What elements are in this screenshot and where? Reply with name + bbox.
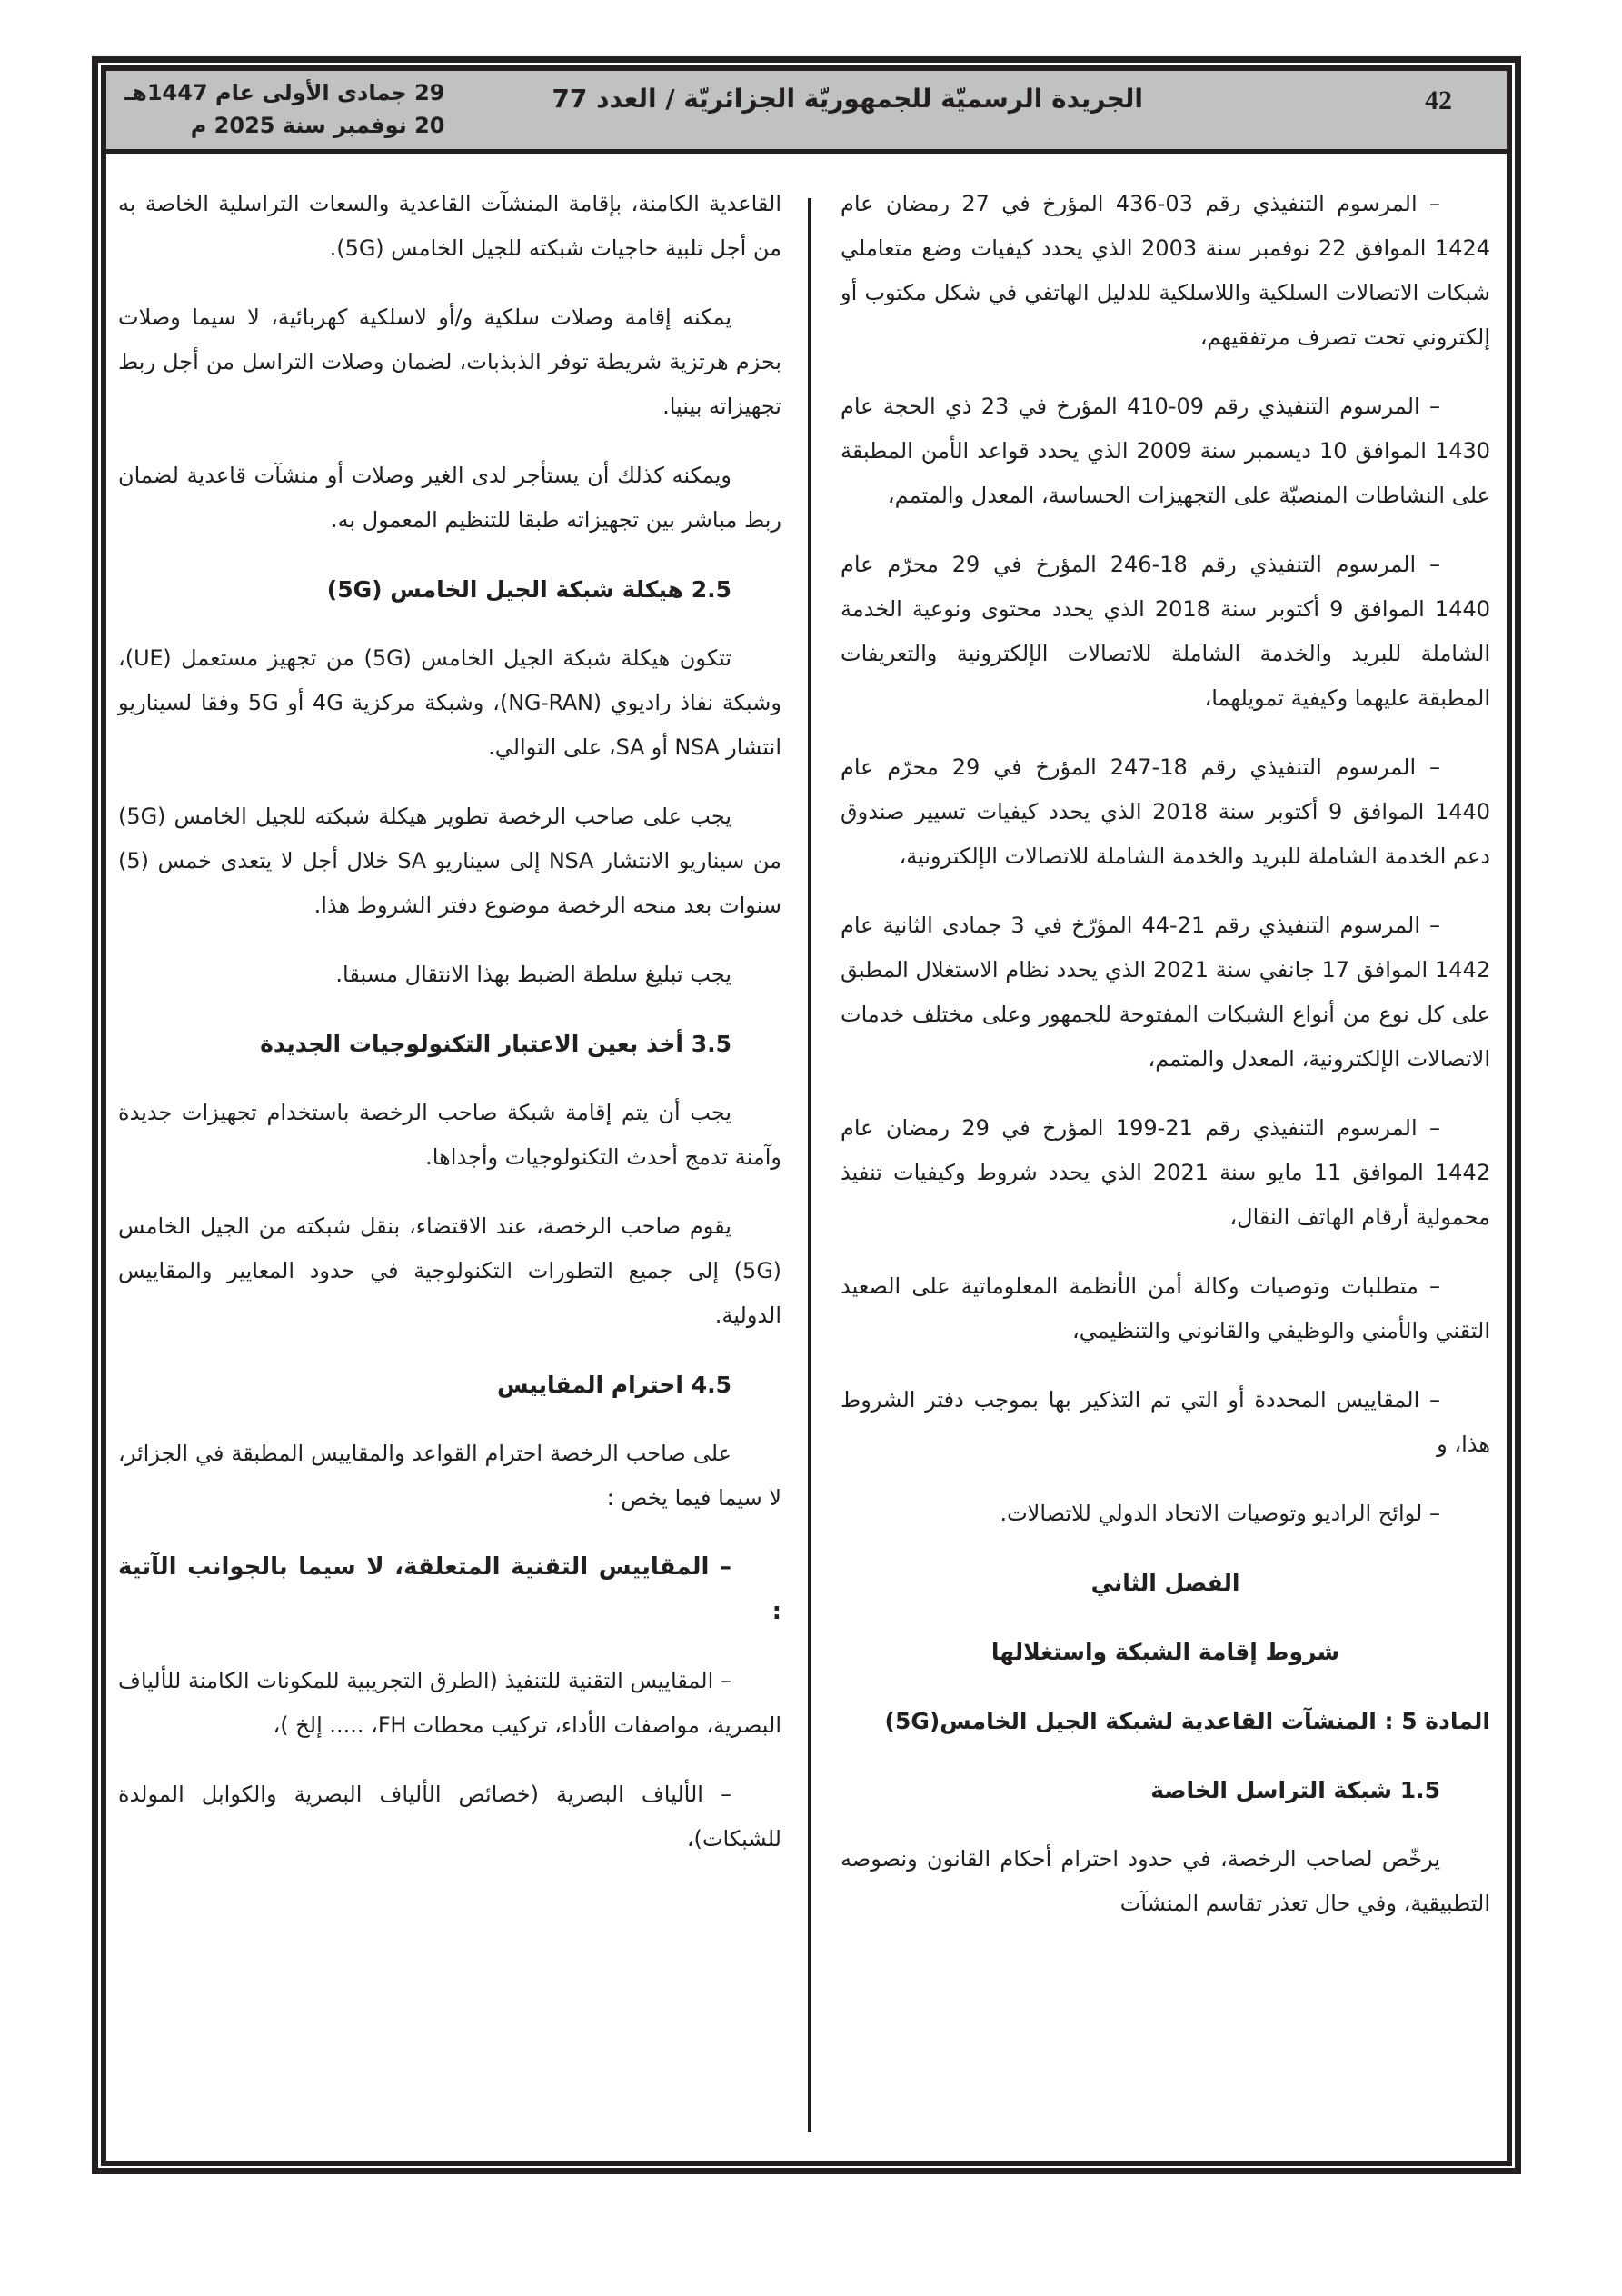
left-column [118,182,781,1886]
chapter-subtitle: شروط إقامة الشبكة واستغلالها [990,1639,1340,1665]
decree-item: – المرسوم التنفيذي رقم 03-436 المؤرخ في 27 رمضان عام 1424 الموافق 22 نوفمبر سنة 2003 الذي يحدد كيفيات وضع متعاملي شبكات الاتصالات السلكية واللاسلكية للدليل الهاتفي في شكل مكتوب أو إلكتروني تحت تصرف مرتفقيهم، [841,191,1490,350]
decree-item: – المرسوم التنفيذي رقم 21-44 المؤرّخ في 3 جمادى الثانية عام 1442 الموافق 17 جانفي سنة 2021 الذي يحدد نظام الاستغلال المطبق على كل نوع من أنواع الشبكات المفتوحة للجمهور وعلى مختلف خدمات الاتصالات الإلكترونية، المعدل والمتمم، [841,913,1490,1072]
page-number: 42 [1425,85,1452,115]
body-paragraph: يمكنه إقامة وصلات سلكية و/أو لاسلكية كهربائية، لا سيما وصلات بحزم هرتزية شريطة توفر الذبذبات، لضمان وصلات التراسل من أجل ربط تجهيزاته بينيا. [118,304,781,419]
list-item: – الألياف البصرية (خصائص الألياف البصرية والكوابل المولدة للشبكات)، [118,1782,781,1852]
right-column [841,182,1490,1951]
gazette-title: الجريدة الرسميّة للجمهوريّة الجزائريّة / العدد 77 [552,84,1143,114]
decree-item: – المرسوم التنفيذي رقم 21-199 المؤرخ في 29 رمضان عام 1442 الموافق 11 مايو سنة 2021 الذي يحدد شروط وكيفيات تنفيذ محمولية أرقام الهاتف النقال، [841,1115,1490,1230]
body-paragraph: ويمكنه كذلك أن يستأجر لدى الغير وصلات أو منشآت قاعدية لضمان ربط مباشر بين تجهيزاته طبقا للتنظيم المعمول به. [118,463,781,533]
chapter-title: الفصل الثاني [1090,1570,1240,1596]
body-paragraph: يجب على صاحب الرخصة تطوير هيكلة شبكته للجيل الخامس (5G) من سيناريو الانتشار NSA إلى سيناريو SA خلال أجل لا يتعدى خمس (5) سنوات بعد منحه الرخصة موضوع دفتر الشروط هذا. [118,804,781,918]
section-title: 2.5 هيكلة شبكة الجيل الخامس (5G) [326,576,731,603]
decree-item: – المرسوم التنفيذي رقم 18-246 المؤرخ في 29 محرّم عام 1440 الموافق 9 أكتوبر سنة 2018 الذي يحدد محتوى ونوعية الخدمة الشاملة للبريد والخدمة الشاملة للاتصالات الإلكترونية والتعريفات المطبقة عليهما وكيفية تمويلهما، [841,552,1490,711]
list-item: – المقاييس التقنية للتنفيذ (الطرق التجريبية للمكونات الكامنة للألياف البصرية، مواصفات الأداء، تركيب محطات FH، ..... إلخ )، [118,1668,781,1738]
article-title: المادة 5 : المنشآت القاعدية لشبكة الجيل الخامس(5G) [884,1708,1490,1734]
body-paragraph: على صاحب الرخصة احترام القواعد والمقاييس المطبقة في الجزائر، لا سيما فيما يخص : [118,1441,781,1511]
hijri-date: 29 جمادى الأولى عام 1447هـ [124,80,445,105]
reference-item: – متطلبات وتوصيات وكالة أمن الأنظمة المعلوماتية على الصعيد التقني والأمني والوظيفي والقانوني والتنظيمي، [841,1273,1490,1343]
section-title: 1.5 شبكة التراسل الخاصة [1150,1777,1440,1803]
section-paragraph: يرخّص لصاحب الرخصة، في حدود احترام أحكام القانون ونصوصه التطبيقية، وفي حال تعذر تقاسم المنشآت [841,1846,1490,1916]
continuation-paragraph: القاعدية الكامنة، بإقامة المنشآت القاعدية والسعات التراسلية الخاصة به من أجل تلبية حاجيات شبكته للجيل الخامس (5G). [118,191,781,261]
body-paragraph: تتكون هيكلة شبكة الجيل الخامس (5G) من تجهيز مستعمل (UE)، وشبكة نفاذ راديوي (NG-RAN)، وشبكة مركزية 4G أو 5G وفقا لسيناريو انتشار NSA أو SA، على التوالي. [118,645,781,760]
column-divider [808,198,811,2132]
reference-item: – لوائح الراديو وتوصيات الاتحاد الدولي للاتصالات. [1000,1501,1440,1526]
issue-dates [124,76,444,142]
body-paragraph: يقوم صاحب الرخصة، عند الاقتضاء، بنقل شبكته من الجيل الخامس (5G) إلى جميع التطورات التكنولوجية في حدود المعايير والمقاييس الدولية. [118,1213,781,1328]
gregorian-date: 20 نوفمبر سنة 2025 م [190,113,445,138]
gazette-header [106,71,1507,154]
subheading-technical-standards: – المقاييس التقنية المتعلقة، لا سيما بالجوانب الآتية : [118,1553,781,1625]
section-title: 4.5 احترام المقاييس [497,1372,731,1398]
decree-item: – المرسوم التنفيذي رقم 09-410 المؤرخ في 23 ذي الحجة عام 1430 الموافق 10 ديسمبر سنة 2009 الذي يحدد قواعد الأمن المطبقة على النشاطات المنصبّة على التجهيزات الحساسة، المعدل والمتمم، [841,394,1491,508]
body-paragraph: يجب أن يتم إقامة شبكة صاحب الرخصة باستخدام تجهيزات جديدة وآمنة تدمج أحدث التكنولوجيات وأجداها. [118,1100,781,1170]
body-paragraph: يجب تبليغ سلطة الضبط بهذا الانتقال مسبقا. [335,962,731,987]
decree-item: – المرسوم التنفيذي رقم 18-247 المؤرخ في 29 محرّم عام 1440 الموافق 9 أكتوبر سنة 2018 الذي يحدد كيفيات تسيير صندوق دعم الخدمة الشاملة للبريد والخدمة الشاملة للاتصالات الإلكترونية، [841,754,1491,869]
section-title: 3.5 أخذ بعين الاعتبار التكنولوجيات الجديدة [260,1031,731,1057]
reference-item: – المقاييس المحددة أو التي تم التذكير بها بموجب دفتر الشروط هذا، و [841,1387,1490,1457]
